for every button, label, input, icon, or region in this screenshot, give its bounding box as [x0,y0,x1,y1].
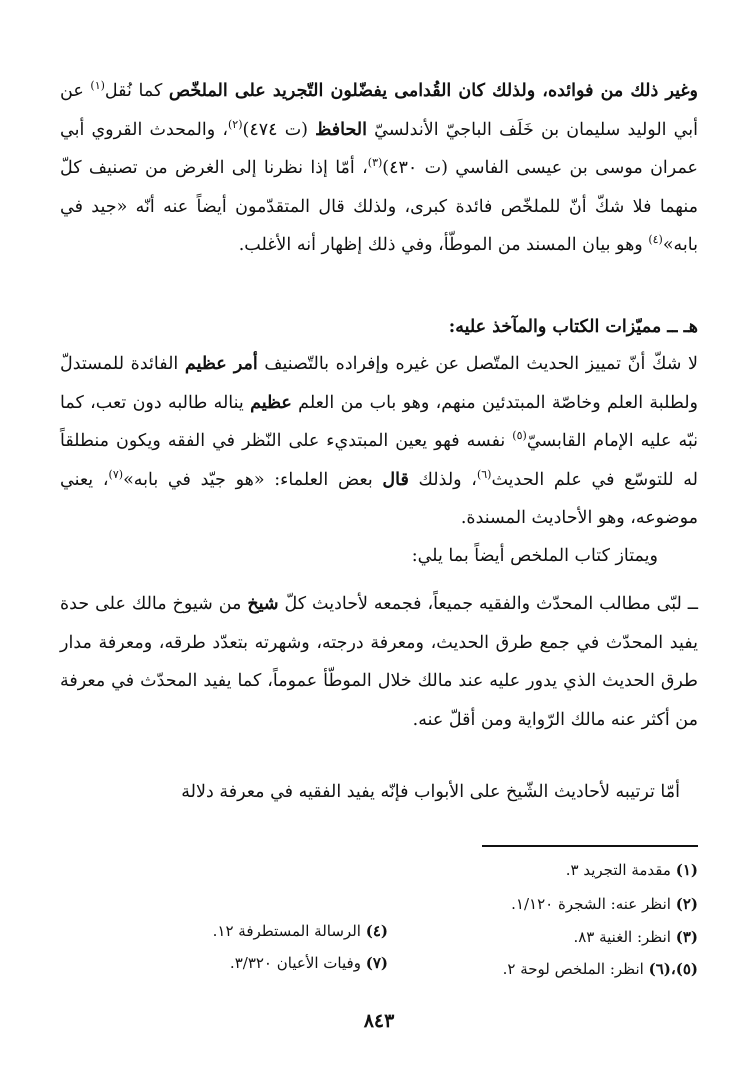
footnote-text: وفيات الأعيان ٣/٣٢٠. [229,954,361,972]
paragraph-taj-reed-preference [60,72,698,265]
footnote-number: (٢) [675,895,698,913]
footnote-7 [230,952,388,974]
footnote-number: (٧) [365,954,388,972]
footnote-2 [511,893,698,915]
text-run: (ت ٤٧٤) [242,119,316,140]
footnote-3 [573,926,698,948]
footnote-text: انظر: الملخص لوحة ٢. [502,960,644,978]
bold-text: الحافظ [315,119,367,140]
footnote-number: (٣) [675,928,698,946]
footnote-1 [566,859,698,881]
footnote-ref[interactable]: (٢) [228,117,243,131]
footnote-number: (٤) [365,922,388,940]
text-run: يناله طالبه دون تعب، كما نبّه عليه الإمام القابسيّ [60,392,699,451]
text-run: عن أبي الوليد سليمان بن خَلَف الباجيّ الأندلسيّ [60,81,698,140]
bold-text: شيخ [247,594,279,614]
bold-text: أمر عظيم [184,354,258,374]
footnote-ref[interactable]: (١) [90,79,105,93]
text-run: الفائدة للمستدلّ ولطلبة العلم وخاصّة المبتدئين منهم، وهو باب من العلم [60,354,698,413]
paragraph-intro-list: ويمتاز كتاب الملخص أيضاً بما يلي: [411,546,658,566]
footnote-ref[interactable]: (٤) [648,233,663,247]
footnote-ref[interactable]: (٥) [512,429,527,443]
footnote-ref[interactable]: (٦) [476,467,492,481]
text-run: من شيوخ مالك على حدة يفيد المحدّث في جمع طرق الحديث، ومعرفة درجته، وشهرته بتعدّد طرقه، ومعرفة مدار طرق الحديث الذي يدور عليه عند مالك خلال الموطّأ عموماً، كما يفيد المحدّث في معرفة من أكثر عنه مالك الرّواية ومن أقلّ عنه. [60,594,698,730]
footnote-4 [213,920,388,942]
text-run: ــ لبّى مطالب المحدّث والفقيه جميعاً، فجمعه لأحاديث كلّ [278,594,698,614]
text-run: بعض العلماء: «هو جيّد في بابه» [123,469,383,490]
paragraph-features [60,345,698,538]
footnote-number: (١) [675,861,698,879]
text-run: لا شكّ أنّ تمييز الحديث المتّصل عن غيره وإفراده بالتّصنيف [257,354,699,374]
document-page [60,0,698,1082]
page-number: ٨٤٣ [363,1010,395,1032]
text-run: ، والمحدث القروي أبي عمران موسى بن عيسى الفاسي (ت ٤٣٠) [60,119,698,178]
paragraph-list-item [60,585,698,739]
footnote-5-6 [503,958,698,980]
footnote-text: الرسالة المستطرفة ١٢. [212,922,361,940]
paragraph-arrangement: أمّا ترتيبه لأحاديث الشّيخ على الأبواب فإنّه يفيد الفقيه في معرفة دلالة [181,782,680,802]
text-run: وهو بيان المسند من الموطّأ، وفي ذلك إظهار أنه الأغلب. [238,235,649,255]
footnote-text: مقدمة التجريد ٣. [565,861,671,879]
footnote-number: (٥)،(٦) [648,960,698,978]
footnote-text: انظر: الغنية ٨٣. [573,928,671,946]
footnote-divider [482,845,698,847]
text-run: ، ولذلك [408,469,477,490]
footnote-ref[interactable]: (٧) [108,467,124,481]
bold-text: عظيم [250,392,292,413]
footnote-ref[interactable]: (٣) [367,156,383,170]
text-run: نفسه فهو يعين المبتديء على النّظر في الفقه ويكون منطلقاً له للتوسّع في علم الحديث [60,431,698,490]
text-run: ، يعني موضوعه، وهو الأحاديث المسندة. [60,469,698,528]
bold-text: وغير ذلك من فوائده، ولذلك كان القُدامى يفضّلون التّجريد على الملخّص [168,81,698,101]
bold-text: قال [382,469,409,490]
text-run: ، أمّا إذا نظرنا إلى الغرض من تصنيف كلّ منهما فلا شكّ أنّ للملخّص فائدة كبرى، ولذلك قال المتقدّمون أيضاً عنه أنّه «جيد في بابه» [60,158,698,255]
footnote-text: انظر عنه: الشجرة ١/١٢٠. [511,895,671,913]
text-run: كما نُقل [104,81,169,101]
section-heading: هـ ــ مميّزات الكتاب والمآخذ عليه: [448,317,698,337]
